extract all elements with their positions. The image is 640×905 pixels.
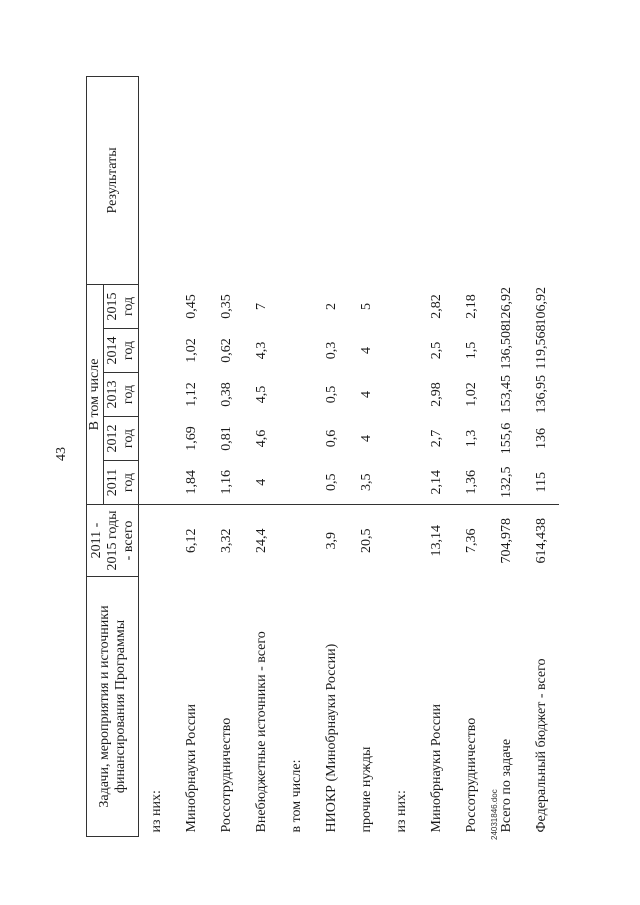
row-value: 1,02 — [463, 382, 479, 407]
row-value: 2 — [323, 302, 339, 310]
row-value: 0,6 — [323, 429, 339, 448]
row-value — [139, 461, 175, 505]
row-value: 5 — [358, 302, 374, 310]
table-row — [384, 76, 419, 836]
header-year-2011: 2011 год — [104, 461, 139, 505]
row-value: 126,92 — [498, 287, 514, 326]
row-value: 1,5 — [463, 341, 479, 360]
row-value: 1,36 — [454, 461, 489, 505]
row-value: 0,81 — [218, 426, 234, 451]
row-label: прочие нужды — [358, 746, 374, 833]
row-result — [454, 76, 489, 284]
row-value — [139, 373, 175, 417]
header-subgroup: В том числе — [87, 284, 104, 504]
row-value: 136 — [533, 428, 549, 449]
row-value: 0,38 — [218, 382, 234, 407]
row-total: 24,4 — [253, 528, 269, 553]
row-value: 7 — [253, 302, 269, 310]
row-value: 1,16 — [209, 461, 244, 505]
row-value: 4 — [358, 347, 374, 354]
row-value: 4 — [358, 391, 374, 398]
row-value: 155,6 — [498, 422, 514, 455]
row-result — [419, 76, 454, 284]
row-result — [384, 76, 419, 284]
row-value: 4,6 — [253, 429, 269, 448]
row-value: 2,5 — [428, 341, 444, 360]
row-value: 3,5 — [349, 461, 384, 505]
row-total: 6,12 — [183, 528, 199, 553]
row-label: НИОКР (Минобрнауки России) — [323, 643, 339, 833]
rotated-table-container — [86, 77, 606, 837]
row-value: 2,82 — [428, 294, 444, 319]
header-total: 2011 - 2015 годы - всего — [87, 505, 139, 577]
table-row — [314, 76, 349, 836]
header-year-2015: 2015 год — [104, 284, 139, 328]
row-label: Всего по задаче — [498, 738, 514, 833]
program-financing-table — [86, 76, 559, 837]
row-value: 0,3 — [323, 341, 339, 360]
row-value — [384, 373, 419, 417]
row-result — [524, 76, 559, 284]
table-row — [419, 76, 454, 836]
row-value: 0,5 — [314, 461, 349, 505]
table-row — [209, 76, 244, 836]
row-label: в том числе: — [288, 759, 304, 833]
row-value — [139, 417, 175, 461]
row-label: Россотрудничество — [463, 717, 479, 833]
row-value: 153,45 — [498, 375, 514, 414]
header-year-2012: 2012 год — [104, 417, 139, 461]
row-value — [279, 373, 314, 417]
row-value — [139, 284, 175, 328]
row-label: Внебюджетные источники - всего — [253, 631, 269, 833]
row-label: из них: — [393, 790, 409, 833]
row-value — [139, 329, 175, 373]
row-result — [139, 76, 175, 284]
row-value — [279, 329, 314, 373]
row-result — [174, 76, 209, 284]
table-row — [279, 76, 314, 836]
row-result — [209, 76, 244, 284]
row-label: Минобрнауки России — [428, 703, 444, 833]
table-row — [174, 76, 209, 836]
table-row — [349, 76, 384, 836]
row-result — [489, 76, 524, 284]
row-value: 115 — [524, 461, 559, 505]
row-total: 7,36 — [463, 528, 479, 553]
row-value: 4,5 — [253, 385, 269, 404]
row-value: 1,69 — [183, 426, 199, 451]
row-value: 4,3 — [253, 341, 269, 360]
table-row — [139, 76, 175, 836]
row-value — [279, 461, 314, 505]
row-total: 20,5 — [358, 528, 374, 553]
table-row — [244, 76, 279, 836]
row-value: 2,7 — [428, 429, 444, 448]
row-value: 0,62 — [218, 338, 234, 363]
row-value: 136,508 — [498, 324, 514, 370]
row-value: 4 — [244, 461, 279, 505]
row-value: 2,18 — [463, 294, 479, 319]
row-total — [139, 505, 175, 577]
row-value: 119,568 — [533, 324, 549, 370]
row-total: 614,438 — [533, 518, 549, 564]
header-year-2013: 2013 год — [104, 373, 139, 417]
row-total: 13,14 — [428, 525, 444, 557]
row-total — [279, 505, 314, 577]
row-value — [384, 329, 419, 373]
row-result — [244, 76, 279, 284]
row-value: 1,02 — [183, 338, 199, 363]
row-value: 132,5 — [489, 461, 524, 505]
row-value — [279, 417, 314, 461]
header-results: Результаты — [87, 76, 139, 284]
row-total: 704,978 — [498, 518, 514, 564]
row-value — [384, 417, 419, 461]
row-value: 1,3 — [463, 429, 479, 448]
row-value: 2,98 — [428, 382, 444, 407]
file-name: 24031846.doc — [490, 789, 499, 840]
row-value: 4 — [358, 435, 374, 442]
header-year-2014: 2014 год — [104, 329, 139, 373]
row-total — [384, 505, 419, 577]
row-value: 0,45 — [183, 294, 199, 319]
row-result — [349, 76, 384, 284]
table-row — [454, 76, 489, 836]
row-label: Федеральный бюджет - всего — [533, 658, 549, 833]
row-value: 136,95 — [533, 375, 549, 414]
page-number: 43 — [54, 447, 69, 461]
row-label: Минобрнауки России — [183, 703, 199, 833]
row-value — [384, 284, 419, 328]
row-value: 1,12 — [183, 382, 199, 407]
row-result — [314, 76, 349, 284]
table-row — [524, 76, 559, 836]
row-value: 0,5 — [323, 385, 339, 404]
row-value: 0,35 — [218, 294, 234, 319]
row-value: 2,14 — [419, 461, 454, 505]
row-value: 106,92 — [533, 287, 549, 326]
row-value — [279, 284, 314, 328]
row-label: из них: — [148, 790, 164, 833]
row-value: 1,84 — [174, 461, 209, 505]
row-total: 3,32 — [218, 528, 234, 553]
row-total: 3,9 — [323, 532, 339, 550]
row-value — [384, 461, 419, 505]
row-label: Россотрудничество — [218, 717, 234, 833]
header-task: Задачи, мероприятия и источники финансирования Программы — [87, 577, 139, 837]
row-result — [279, 76, 314, 284]
